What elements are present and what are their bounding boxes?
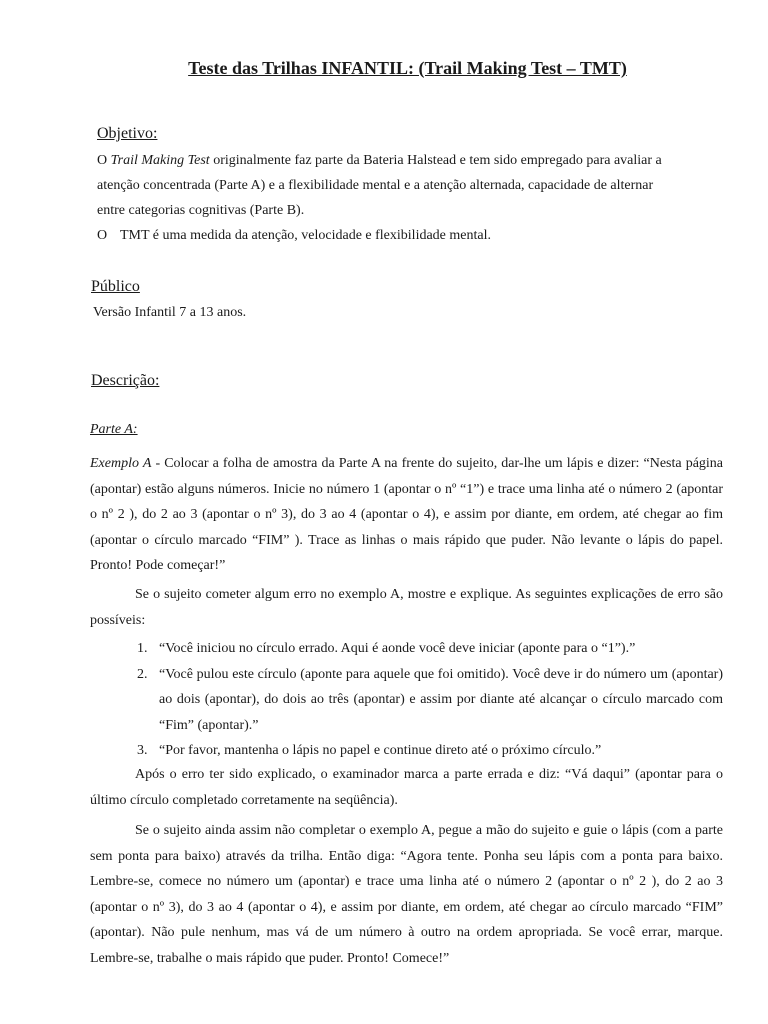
parte-a-heading: Parte A: xyxy=(90,422,138,437)
apos-paragraph xyxy=(90,762,723,813)
error-explanations-list xyxy=(137,636,723,764)
se-paragraph xyxy=(90,818,723,971)
publico-heading: Público xyxy=(91,278,140,295)
list-item-text: “Você iniciou no círculo errado. Aqui é aonde você deve iniciar (aponte para o “1”).” xyxy=(159,641,636,656)
list-item-text: “Por favor, mantenha o lápis no papel e continue direto até o próximo círculo.” xyxy=(159,743,602,758)
list-item-number: 3. xyxy=(137,743,148,758)
objetivo-line-1-emphasis: Trail Making Test xyxy=(110,153,210,168)
apos-paragraph-text: Após o erro ter sido explicado, o examinador marca a parte errada e diz: “Vá daqui” (apontar para o último círculo completado corretamente na seqüência). xyxy=(90,767,723,808)
list-item xyxy=(137,738,723,764)
list-item-text: “Você pulou este círculo (aponte para aquele que foi omitido). Você deve ir do número um (apontar) ao dois (apontar), do dois ao três (apontar) e assim por diante até alcançar o círculo marcado com “Fim” (apontar).” xyxy=(159,666,723,733)
list-item xyxy=(137,636,723,662)
objetivo-bullet-marker: O xyxy=(97,228,108,243)
erro-paragraph-text: Se o sujeito cometer algum erro no exemplo A, mostre e explique. As seguintes explicações de erro são possíveis: xyxy=(90,587,723,628)
list-item xyxy=(137,662,723,739)
document-title: Teste das Trilhas INFANTIL: (Trail Making Test – TMT) xyxy=(188,58,627,78)
list-item-number: 1. xyxy=(137,641,148,656)
se-paragraph-text: Se o sujeito ainda assim não completar o exemplo A, pegue a mão do sujeito e guie o lápis (com a parte sem ponta para baixo) através da trilha. Então diga: “Agora tente. Ponha seu lápis com a ponta para baixo. Lembre-se, comece no número um (apontar) e trace uma linha até o número 2 (apontar o nº 2 ), do 2 ao 3 (apontar o nº 3), do 3 ao 4 (apontar o 4), e assim por diante, em ordem, até chegar ao círculo marcado “FIM” (apontar). Não pule nenhum, mas vá de um número à outro na ordem apropriada. Se você errar, marque. Lembre-se, trabalhe o mais rápido que puder. Pronto! Comece!” xyxy=(90,823,723,966)
objetivo-bullet-text: TMT é uma medida da atenção, velocidade e flexibilidade mental. xyxy=(120,228,491,243)
objetivo-line-1-prefix: O xyxy=(97,153,111,168)
objetivo-line-1 xyxy=(97,153,662,169)
exemplo-a-text: - Colocar a folha de amostra da Parte A na frente do sujeito, dar-lhe um lápis e dizer: “Nesta página (apontar) estão alguns números. Inicie no número 1 (apontar o nº “1”) e trace uma linha até o número 2 (apontar o nº 2 ), do 2 ao 3 (apontar o nº 3), do 3 ao 4 (apontar o 4), e assim por diante, em ordem, até chegar ao fim (apontar o círculo marcado “FIM” ). Trace as linhas o mais rápido que puder. Não levante o lápis do papel. Pronto! Pode começar!” xyxy=(90,456,724,573)
objetivo-line-1-rest: originalmente faz parte da Bateria Halstead e tem sido empregado para avaliar a xyxy=(209,153,662,168)
objetivo-heading: Objetivo: xyxy=(97,125,158,142)
exemplo-a-label: Exemplo A xyxy=(90,456,152,471)
erro-paragraph xyxy=(90,582,723,633)
objetivo-line-2: atenção concentrada (Parte A) e a flexibilidade mental e a atenção alternada, capacidade de alternar xyxy=(97,178,654,193)
descricao-heading: Descrição: xyxy=(91,372,160,389)
objetivo-line-3: entre categorias cognitivas (Parte B). xyxy=(97,203,305,218)
list-item-number: 2. xyxy=(137,666,148,682)
exemplo-a-paragraph xyxy=(90,451,723,579)
publico-text: Versão Infantil 7 a 13 anos. xyxy=(93,305,247,320)
